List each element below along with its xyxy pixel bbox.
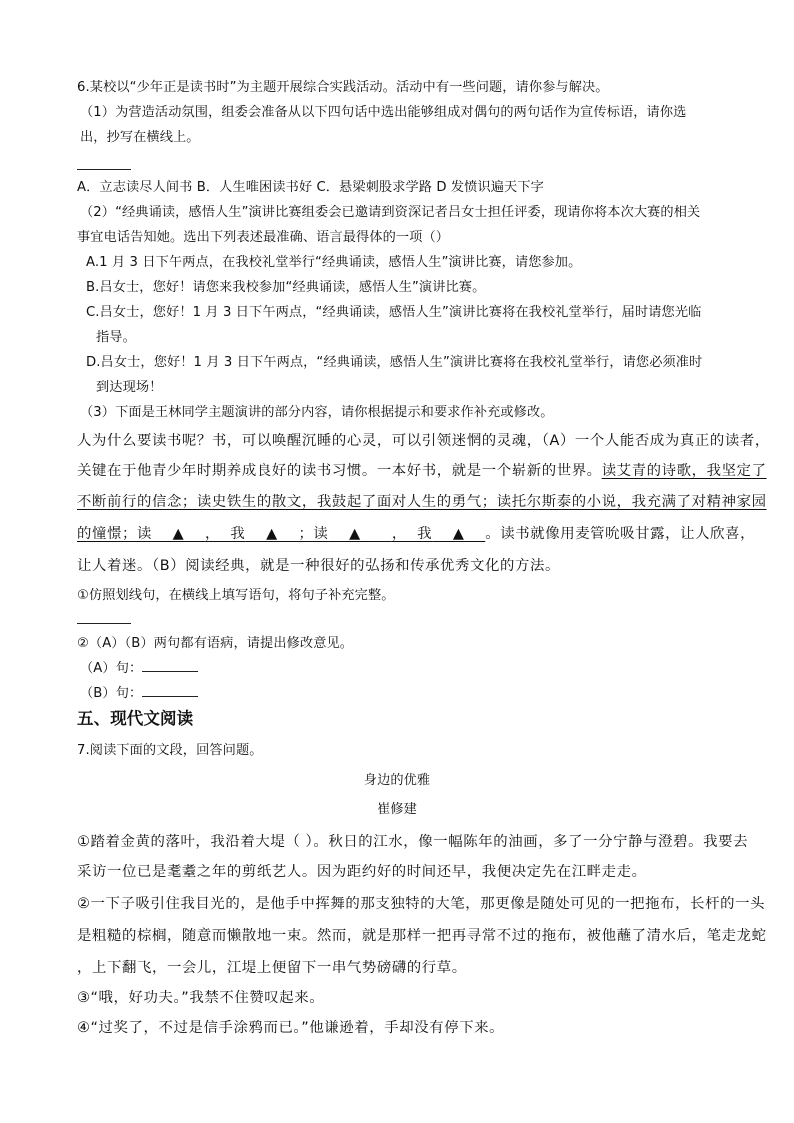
sub-question-2: ②（A）（B）两句都有语病，请提出修改意见。 [77,636,354,651]
answer-b [80,684,730,704]
answer-line-2 [77,623,131,624]
speech-line1: 人为什么要读书呢？书，可以唤醒沉睡的心灵，可以引领迷惘的灵魂，（A）一个人能否成为真正的读者， [77,433,770,449]
answer-a [80,659,730,679]
paragraph-1-line2: 采访一位已是耄耋之年的剪纸艺人。因为距约好的时间还早，我便决定先在江畔走走。 [77,864,647,880]
article-author: 崔修建 [377,802,417,817]
underlined-sentence-part3: 的憧憬；读 [77,526,152,542]
fill-blank-1[interactable]: ▲ [151,526,206,542]
underlined-sentence-part2: 不断前行的信念；读史铁生的散文，我鼓起了面对人生的勇气；读托尔斯泰的小说，我充满了对精神家园 [77,494,767,510]
paragraph-2-line2: 是粗糙的棕榈，随意而懒散地一束。然而，就是那样一把再寻常不过的拖布，被他蘸了清水后，笔走龙蛇 [77,928,767,944]
paragraph-3: ③“哦，好功夫。”我禁不住赞叹起来。 [77,990,325,1006]
speech-line5: 让人着迷。（B）阅读经典，就是一种很好的弘扬和传承优秀文化的方法。 [77,558,560,574]
speech-line2-text: 关键在于他青少年时期养成良好的读书习惯。一本好书，就是一个崭新的世界。 [77,463,602,479]
q6-part1-line1: （1）为营造活动氛围，组委会准备从以下四句话中选出能够组成对偶句的两句话作为宣传标语，请你选 [80,105,687,120]
q6-part1-options: A．立志读尽人间书 B．人生唯困读书好 C．悬梁刺股求学路 D 发愤识遍天下字 [77,180,544,195]
speech-separator-3: ， 我 [391,526,433,542]
paragraph-1-line1: ①踏着金黄的落叶，我沿着大堤（ ）。秋日的江水，像一幅陈年的油画，多了一分宁静与澄碧。我要去 [77,834,749,850]
answer-line-1 [77,169,131,170]
q6-part2-line2: 事宜电话告知她。选出下列表述最准确、语言最得体的一项（） [77,230,450,245]
answer-b-blank[interactable] [142,684,198,697]
q6-part2-line1: （2）“经典诵读，感悟人生”演讲比赛组委会已邀请到资深记者吕女士担任评委，现请你将本次大赛的相关 [80,205,701,220]
option-c-line1: C.吕女士，您好！1 月 3 日下午两点，“经典诵读，感悟人生”演讲比赛将在我校礼堂举行，届时请您光临 [86,305,702,320]
paragraph-4: ④“过奖了，不过是信手涂鸦而已。”他谦逊着，手却没有停下来。 [77,1020,505,1036]
question-6-intro: 6.某校以“少年正是读书时”为主题开展综合实践活动。活动中有一些问题，请你参与解决。 [77,80,609,95]
fill-blank-4[interactable]: ▲ [432,526,486,542]
option-d-line2: 到达现场！ [96,380,163,395]
speech-line2 [77,461,767,481]
speech-line4-tail: 。读书就像用麦管吮吸甘露，让人欣喜， [485,526,756,542]
question-7-intro: 7.阅读下面的文段，回答问题。 [77,743,263,758]
sub-question-1: ①仿照划线句，在横线上填写语句，将句子补充完整。 [77,588,395,603]
section-heading: 五、现代文阅读 [77,709,194,728]
option-c-line2: 指导。 [96,330,136,345]
q6-part1-line2: 出，抄写在横线上。 [80,130,200,145]
option-b: B.吕女士，您好！请您来我校参加“经典诵读，感悟人生”演讲比赛。 [86,280,486,295]
option-d-line1: D.吕女士，您好！1 月 3 日下午两点，“经典诵读，感悟人生”演讲比赛将在我校礼堂举行，请您必须准时 [86,355,703,370]
paragraph-2-line1: ②一下子吸引住我目光的，是他手中挥舞的那支独特的大笔，那更像是随处可见的一把拖布，长杆的一头 [77,896,766,912]
q6-part3-line1: （3）下面是王林同学主题演讲的部分内容，请你根据提示和要求作补充或修改。 [80,405,554,420]
speech-separator-1: ， 我 [205,526,246,542]
speech-line4 [77,524,756,544]
answer-a-blank[interactable] [142,659,198,672]
article-title: 身边的优雅 [363,773,431,788]
answer-a-label: （A）句： [80,661,143,676]
paragraph-2-line3: ，上下翻飞，一会儿，江堤上便留下一串气势磅礴的行草。 [77,960,467,976]
underlined-sentence-part1: 读艾青的诗歌，我坚定了 [601,463,767,479]
fill-blank-2[interactable]: ▲ [245,526,299,542]
speech-separator-2: ；读 [298,526,329,542]
fill-blank-3[interactable]: ▲ [328,526,392,542]
answer-b-label: （B）句： [80,686,143,701]
option-a: A.1 月 3 日下午两点，在我校礼堂举行“经典诵读，感悟人生”演讲比赛，请您参加。 [86,255,582,270]
